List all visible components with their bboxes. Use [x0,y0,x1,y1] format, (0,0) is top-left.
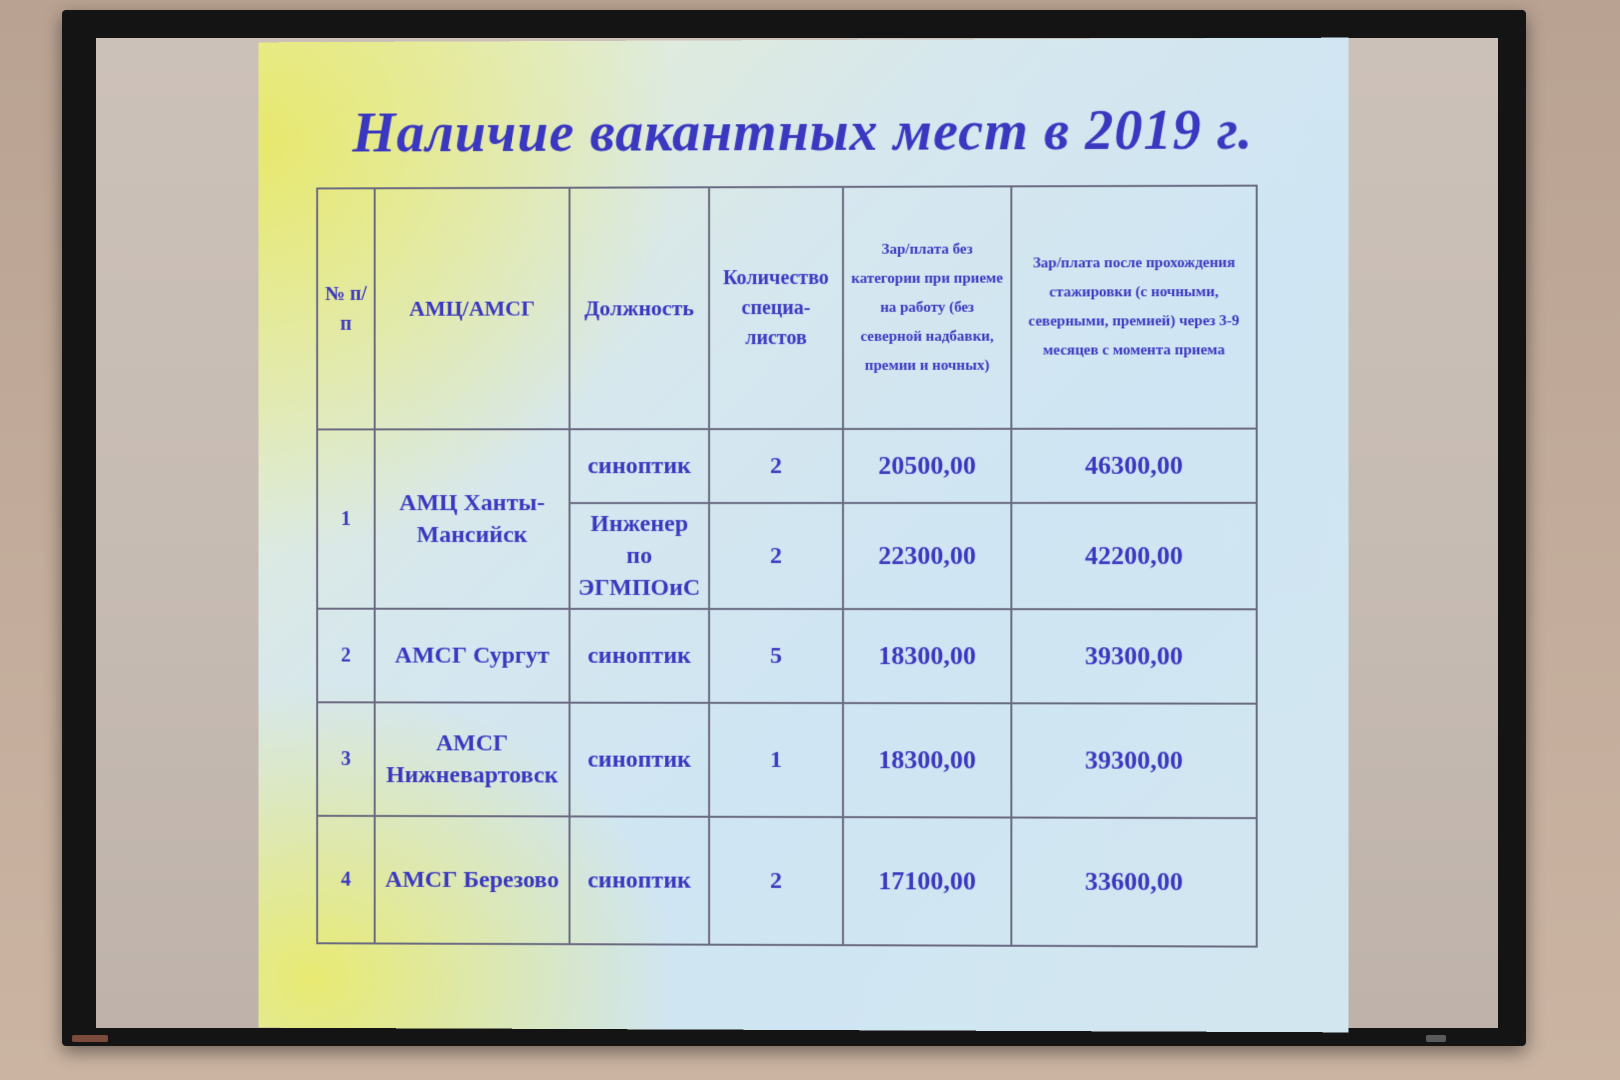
vacancy-table [316,185,1258,948]
cell-org: АМСГ Сургут [375,609,570,703]
header-salary-after: Зар/плата после прохождения стажировки (с ночными, северными, премией) через 3-9 месяцев с момента приема [1011,186,1256,429]
cell-count: 2 [709,429,843,503]
header-salary-start: Зар/плата без категории при приеме на работу (без северной надбавки, премии и ночных) [843,186,1011,429]
slide-title: Наличие вакантных мест в 2019 г. [352,99,1254,165]
cell-salary-after: 42200,00 [1011,503,1256,609]
cell-position: Инженер по ЭГМПОиС [570,503,710,609]
cell-count: 2 [709,503,843,609]
cell-salary-start: 22300,00 [843,503,1011,609]
table-row [317,816,1257,947]
cell-count: 2 [709,817,843,945]
table-row [317,429,1257,504]
cell-org: АМСГ Березово [375,816,570,944]
cell-org: АМСГ Нижневартовск [375,702,570,816]
cell-position: синоптик [570,703,710,817]
table-row [317,702,1257,818]
cell-num: 2 [317,609,375,703]
table-row [317,609,1257,704]
cell-salary-start: 17100,00 [843,817,1011,946]
header-num: № п/п [317,188,375,429]
header-count: Количество специа-листов [709,187,843,429]
cell-position: синоптик [570,429,710,503]
frame-badge-right [1426,1035,1446,1042]
cell-position: синоптик [570,609,710,703]
cell-salary-start: 18300,00 [843,609,1011,703]
cell-salary-after: 39300,00 [1011,609,1256,704]
cell-num: 4 [317,816,375,944]
header-org: АМЦ/АМСГ [375,188,570,430]
header-position: Должность [570,187,710,429]
table-header-row [317,186,1257,430]
cell-salary-after: 46300,00 [1011,429,1256,503]
cell-position: синоптик [570,816,710,944]
projected-slide [259,38,1349,1033]
cell-count: 1 [709,703,843,817]
frame-badge-left [72,1035,108,1042]
cell-org: АМЦ Ханты-Мансийск [375,429,570,609]
cell-salary-after: 39300,00 [1011,703,1256,818]
cell-num: 1 [317,429,375,608]
cell-salary-start: 18300,00 [843,703,1011,817]
cell-salary-after: 33600,00 [1011,818,1256,947]
cell-num: 3 [317,702,375,816]
cell-count: 5 [709,609,843,703]
cell-salary-start: 20500,00 [843,429,1011,503]
